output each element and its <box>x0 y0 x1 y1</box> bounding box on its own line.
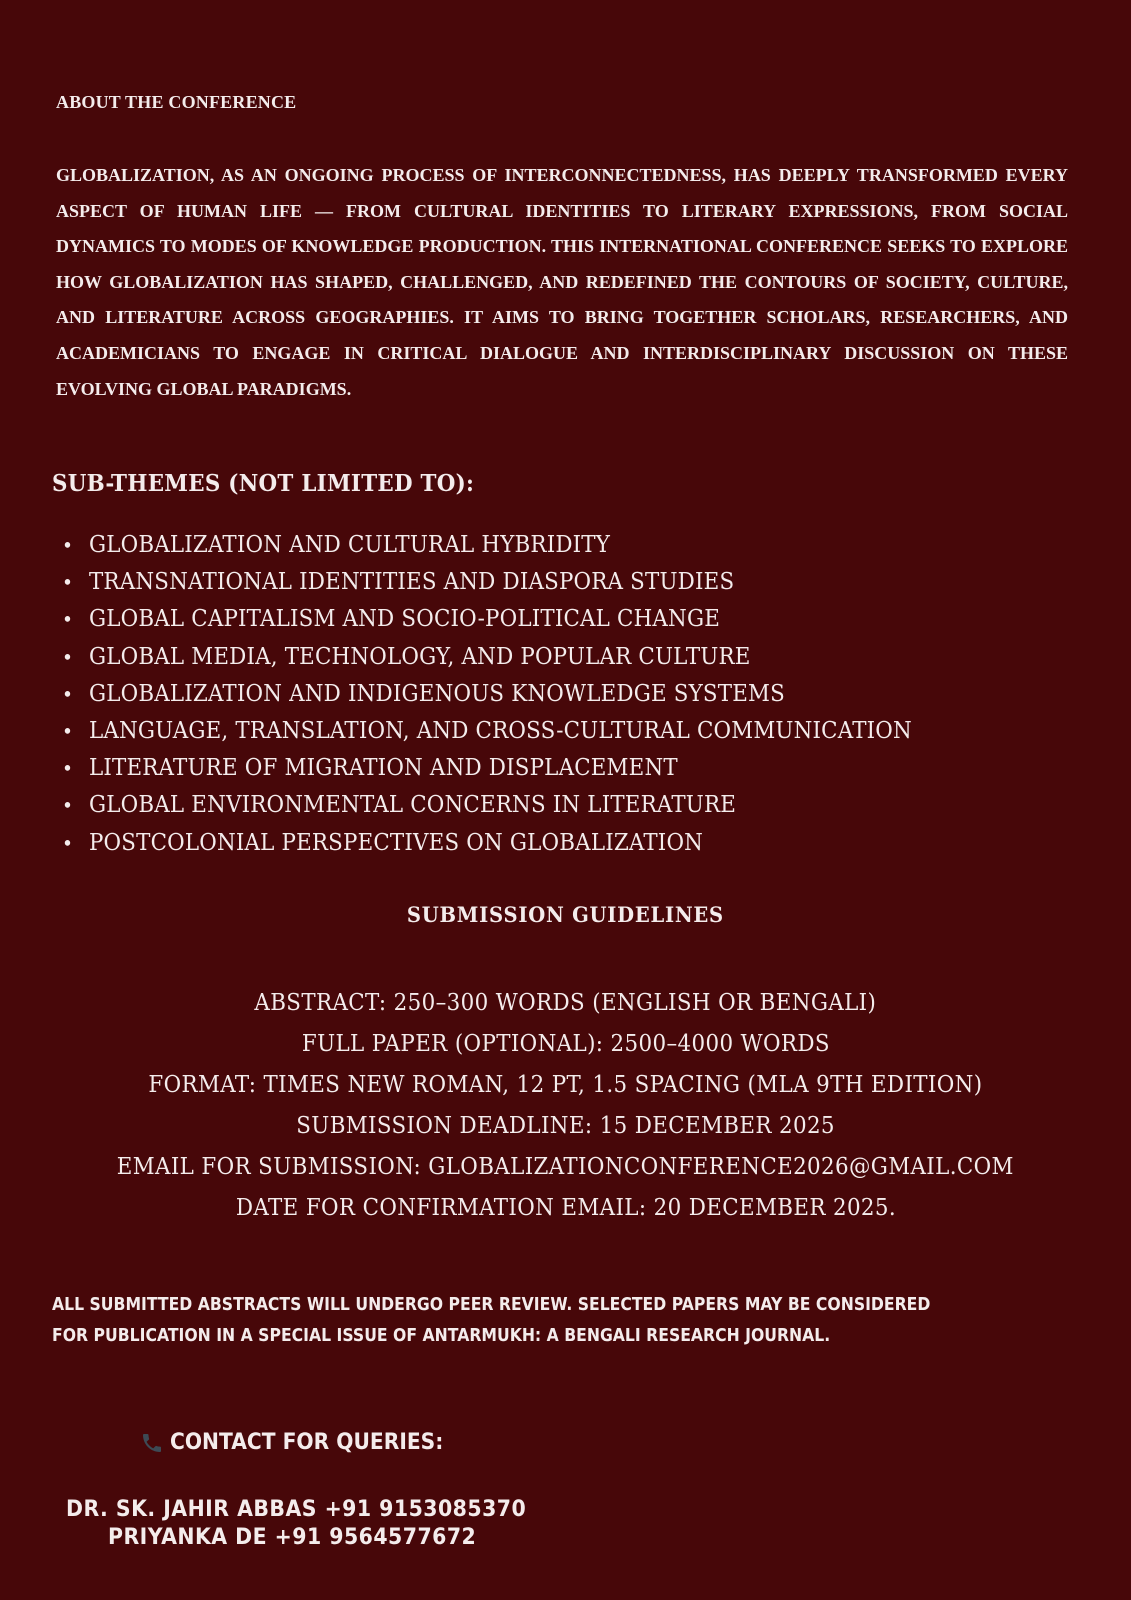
bullet-icon: • <box>62 830 74 855</box>
subthemes-heading: SUB-THEMES (NOT LIMITED TO): <box>52 470 475 497</box>
guideline-deadline <box>0 1106 1131 1147</box>
subtheme-item <box>62 639 912 676</box>
subtheme-item <box>62 564 912 601</box>
subtheme-item <box>62 713 912 750</box>
bullet-icon: • <box>62 718 74 743</box>
guideline-text: FULL PAPER (OPTIONAL): 2500–4000 WORDS <box>301 1031 830 1057</box>
guideline-format <box>0 1065 1131 1106</box>
subtheme-label: TRANSNATIONAL IDENTITIES AND DIASPORA STUDIES <box>88 569 735 596</box>
subthemes-list <box>62 527 976 862</box>
about-body: GLOBALIZATION, AS AN ONGOING PROCESS OF INTERCONNECTEDNESS, HAS DEEPLY TRANSFORMED EVERY ASPECT OF HUMAN LIFE — FROM CULTURAL IDENTITIES TO LITERARY EXPRESSIONS, FROM SOCIAL DYNAMICS TO MODES OF KNOWLEDGE PRODUCTION. THIS INTERNATIONAL CONFERENCE SEEKS TO EXPLORE HOW GLOBALIZATION HAS SHAPED, CHALLENGED, AND REDEFINED THE CONTOURS OF SOCIETY, CULTURE, AND LITERATURE ACROSS GEOGRAPHIES. IT AIMS TO BRING TOGETHER SCHOLARS, RESEARCHERS, AND ACADEMICIANS TO ENGAGE IN CRITICAL DIALOGUE AND INTERDISCIPLINARY DISCUSSION ON THESE EVOLVING GLOBAL PARADIGMS. <box>56 165 1068 399</box>
guidelines-heading-text: SUBMISSION GUIDELINES <box>407 902 724 927</box>
bullet-icon: • <box>62 570 74 595</box>
bullet-icon: • <box>62 756 74 781</box>
subtheme-item <box>62 601 912 638</box>
subtheme-item <box>62 750 912 787</box>
guideline-email <box>0 1147 1131 1188</box>
contact-heading-label: CONTACT FOR QUERIES: <box>170 1430 444 1455</box>
peer-review-note <box>52 1289 1112 1351</box>
bullet-icon: • <box>62 681 74 706</box>
about-title: ABOUT THE CONFERENCE <box>56 92 297 112</box>
subtheme-item <box>62 527 912 564</box>
bullet-icon: • <box>62 607 74 632</box>
subtheme-label: LANGUAGE, TRANSLATION, AND CROSS-CULTURAL COMMUNICATION <box>88 717 912 744</box>
subtheme-item <box>62 676 912 713</box>
guideline-text: ABSTRACT: 250–300 WORDS (ENGLISH OR BENGALI) <box>254 990 877 1016</box>
guideline-text: SUBMISSION DEADLINE: 15 DECEMBER 2025 <box>296 1113 835 1139</box>
subtheme-label: GLOBAL CAPITALISM AND SOCIO-POLITICAL CHANGE <box>88 606 721 633</box>
bullet-icon: • <box>62 793 74 818</box>
subtheme-item <box>62 825 912 862</box>
guideline-text: FORMAT: TIMES NEW ROMAN, 12 PT, 1.5 SPACING (MLA 9TH EDITION) <box>148 1072 983 1098</box>
subtheme-label: POSTCOLONIAL PERSPECTIVES ON GLOBALIZATION <box>88 829 704 856</box>
guideline-abstract <box>0 983 1131 1024</box>
guideline-confirmation-date <box>0 1188 1131 1229</box>
subtheme-label: GLOBAL MEDIA, TECHNOLOGY, AND POPULAR CULTURE <box>88 643 751 670</box>
guidelines-heading <box>0 902 1131 927</box>
subtheme-label: GLOBAL ENVIRONMENTAL CONCERNS IN LITERATURE <box>88 792 737 819</box>
bullet-icon: • <box>62 644 74 669</box>
guideline-text: DATE FOR CONFIRMATION EMAIL: 20 DECEMBER 2025. <box>235 1195 896 1221</box>
guideline-email-text[interactable]: EMAIL FOR SUBMISSION: GLOBALIZATIONCONFERENCE2026@GMAIL.COM <box>116 1154 1015 1180</box>
subtheme-label: LITERATURE OF MIGRATION AND DISPLACEMENT <box>88 755 678 782</box>
contact-person: DR. SK. JAHIR ABBAS +91 9153085370 <box>66 1497 527 1522</box>
bullet-icon: • <box>62 533 74 557</box>
contact-person: PRIYANKA DE +91 9564577672 <box>108 1525 477 1550</box>
subtheme-label: GLOBALIZATION AND INDIGENOUS KNOWLEDGE SYSTEMS <box>88 680 785 707</box>
subtheme-item <box>62 787 912 824</box>
subtheme-label: GLOBALIZATION AND CULTURAL HYBRIDITY <box>88 532 611 558</box>
peer-note-line: ALL SUBMITTED ABSTRACTS WILL UNDERGO PEER REVIEW. SELECTED PAPERS MAY BE CONSIDERED <box>52 1294 931 1315</box>
peer-note-line: FOR PUBLICATION IN A SPECIAL ISSUE OF ANTARMUKH: A BENGALI RESEARCH JOURNAL. <box>52 1325 831 1346</box>
guideline-full-paper <box>0 1024 1131 1065</box>
contact-heading <box>140 1430 467 1455</box>
phone-icon <box>140 1431 164 1455</box>
